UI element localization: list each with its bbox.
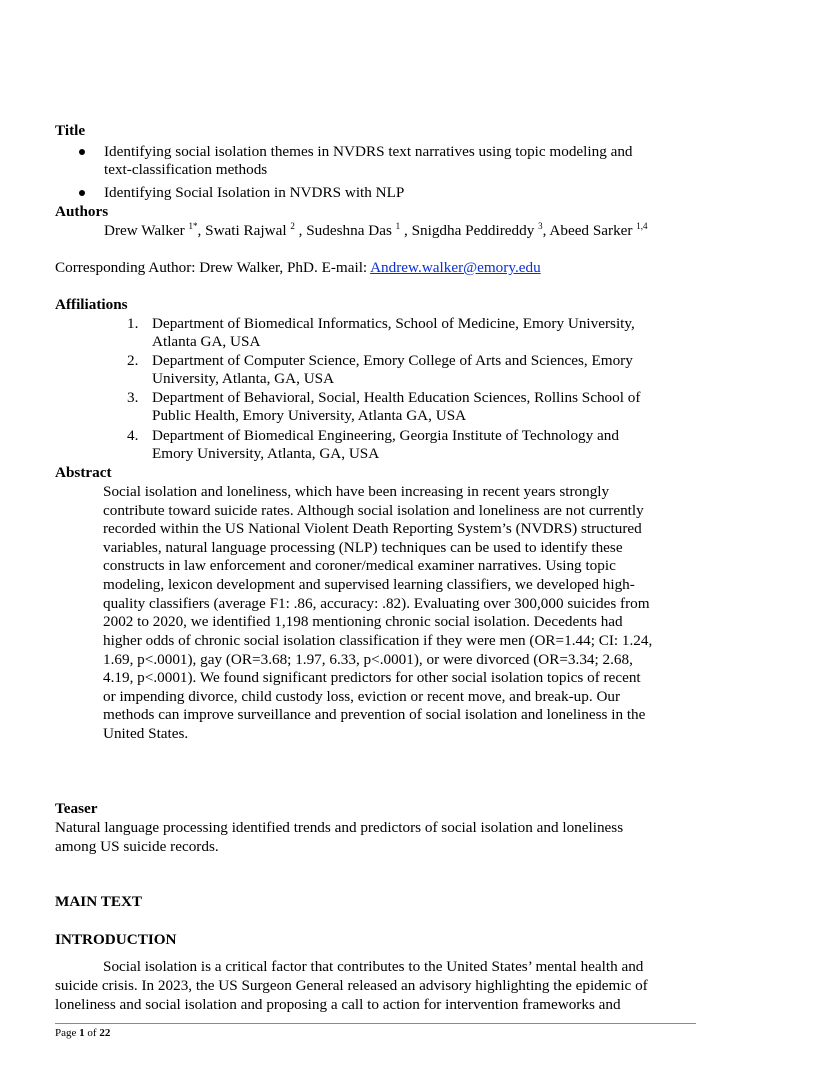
abstract-line: modeling, lexicon development and supervised learning classifiers, we developed high- bbox=[103, 576, 635, 593]
introduction-heading: INTRODUCTION bbox=[55, 931, 177, 948]
introduction-line: Social isolation is a critical factor that contributes to the United States’ mental health and bbox=[103, 958, 644, 975]
corresponding-email-link[interactable]: Andrew.walker@emory.edu bbox=[370, 259, 541, 276]
title-heading: Title bbox=[55, 122, 86, 139]
teaser-line: Natural language processing identified trends and predictors of social isolation and loneliness bbox=[55, 819, 624, 836]
author-affiliation-mark: 2 bbox=[290, 221, 295, 231]
current-page: 1 bbox=[79, 1027, 85, 1039]
abstract-line: methods can improve surveillance and prevention of social isolation and loneliness in the bbox=[103, 706, 646, 723]
author-name: Abeed Sarker bbox=[549, 222, 633, 239]
author-name: Swati Rajwal bbox=[205, 222, 287, 239]
main-text-heading: MAIN TEXT bbox=[55, 893, 143, 910]
abstract-line: constructs in law enforcement and coroner/medical examiner narratives. Using topic bbox=[103, 557, 616, 574]
page-label: Page bbox=[55, 1027, 80, 1039]
affiliation-number: 4. bbox=[127, 427, 139, 444]
author-separator: , bbox=[294, 222, 307, 239]
affiliation-1-line-1: Department of Biomedical Informatics, School of Medicine, Emory University, bbox=[152, 315, 635, 332]
abstract-line: 1.69, p<.0001), gay (OR=3.68; 1.97, 6.33, p<.0001), or were divorced (OR=3.34; 2.68, bbox=[103, 651, 633, 668]
author-affiliation-mark: 3 bbox=[538, 221, 543, 231]
abstract-heading: Abstract bbox=[55, 464, 112, 481]
affiliation-number: 1. bbox=[127, 315, 139, 332]
title-item-2: Identifying Social Isolation in NVDRS with NLP bbox=[104, 184, 405, 201]
affiliation-4-line-2: Emory University, Atlanta, GA, USA bbox=[152, 445, 380, 462]
authors-heading: Authors bbox=[55, 203, 109, 220]
affiliation-3-line-2: Public Health, Emory University, Atlanta GA, USA bbox=[152, 407, 467, 424]
title-item-1-line-1: Identifying social isolation themes in NVDRS text narratives using topic modeling and bbox=[104, 143, 633, 160]
abstract-line: or impending divorce, child custody loss, eviction or recent move, and break-up. Our bbox=[103, 688, 621, 705]
affiliation-2-line-1: Department of Computer Science, Emory College of Arts and Sciences, Emory bbox=[152, 352, 633, 369]
author-affiliation-mark: 1,4 bbox=[636, 221, 648, 231]
corresponding-author bbox=[55, 259, 541, 278]
author-list bbox=[104, 222, 648, 241]
teaser-line: among US suicide records. bbox=[55, 838, 219, 855]
affiliations-heading: Affiliations bbox=[55, 296, 128, 313]
page-of-label: of bbox=[84, 1027, 100, 1039]
author-affiliation-mark: 1* bbox=[188, 221, 198, 231]
affiliation-number: 3. bbox=[127, 389, 139, 406]
author-name: Sudeshna Das bbox=[306, 222, 392, 239]
affiliation-1-line-2: Atlanta GA, USA bbox=[152, 333, 261, 350]
corresponding-author-label: Corresponding Author: Drew Walker, PhD. E-mail: bbox=[55, 259, 371, 276]
affiliation-number: 2. bbox=[127, 352, 139, 369]
author-separator: , bbox=[400, 222, 412, 239]
affiliation-2-line-2: University, Atlanta, GA, USA bbox=[152, 370, 335, 387]
abstract-line: United States. bbox=[103, 725, 189, 742]
abstract-line: quality classifiers (average F1: .86, accuracy: .82). Evaluating over 300,000 suicides from bbox=[103, 595, 650, 612]
total-pages: 22 bbox=[99, 1027, 111, 1039]
bullet-icon bbox=[79, 149, 85, 155]
footer-divider bbox=[55, 1023, 696, 1024]
introduction-line: suicide crisis. In 2023, the US Surgeon General released an advisory highlighting the epidemic of bbox=[55, 977, 648, 994]
affiliation-4-line-1: Department of Biomedical Engineering, Georgia Institute of Technology and bbox=[152, 427, 619, 444]
affiliation-3-line-1: Department of Behavioral, Social, Health Education Sciences, Rollins School of bbox=[152, 389, 641, 406]
bullet-icon bbox=[79, 190, 85, 196]
title-item-1-line-2: text-classification methods bbox=[104, 161, 268, 178]
abstract-line: 4.19, p<.0001). We found significant predictors for other social isolation topics of recent bbox=[103, 669, 641, 686]
author-name: Drew Walker bbox=[104, 222, 185, 239]
abstract-line: contribute toward suicide rates. Although social isolation and loneliness are not currently bbox=[103, 502, 644, 519]
abstract-line: recorded within the US National Violent Death Reporting System’s (NVDRS) structured bbox=[103, 520, 642, 537]
page-number bbox=[55, 1026, 110, 1040]
abstract-line: Social isolation and loneliness, which have been increasing in recent years strongly bbox=[103, 483, 610, 500]
abstract-line: higher odds of chronic social isolation classification if they were men (OR=1.44; CI: 1.24, bbox=[103, 632, 653, 649]
introduction-line: loneliness and social isolation and proposing a call to action for intervention frameworks and bbox=[55, 996, 621, 1013]
abstract-line: 2002 to 2020, we identified 1,198 mentioning chronic social isolation. Decedents had bbox=[103, 613, 623, 630]
author-affiliation-mark: 1 bbox=[395, 221, 401, 231]
author-name: Snigdha Peddireddy bbox=[411, 222, 535, 239]
author-separator: , bbox=[197, 222, 206, 239]
abstract-line: variables, natural language processing (NLP) techniques can be used to identify these bbox=[103, 539, 623, 556]
teaser-heading: Teaser bbox=[55, 800, 98, 817]
author-separator: , bbox=[542, 222, 550, 239]
